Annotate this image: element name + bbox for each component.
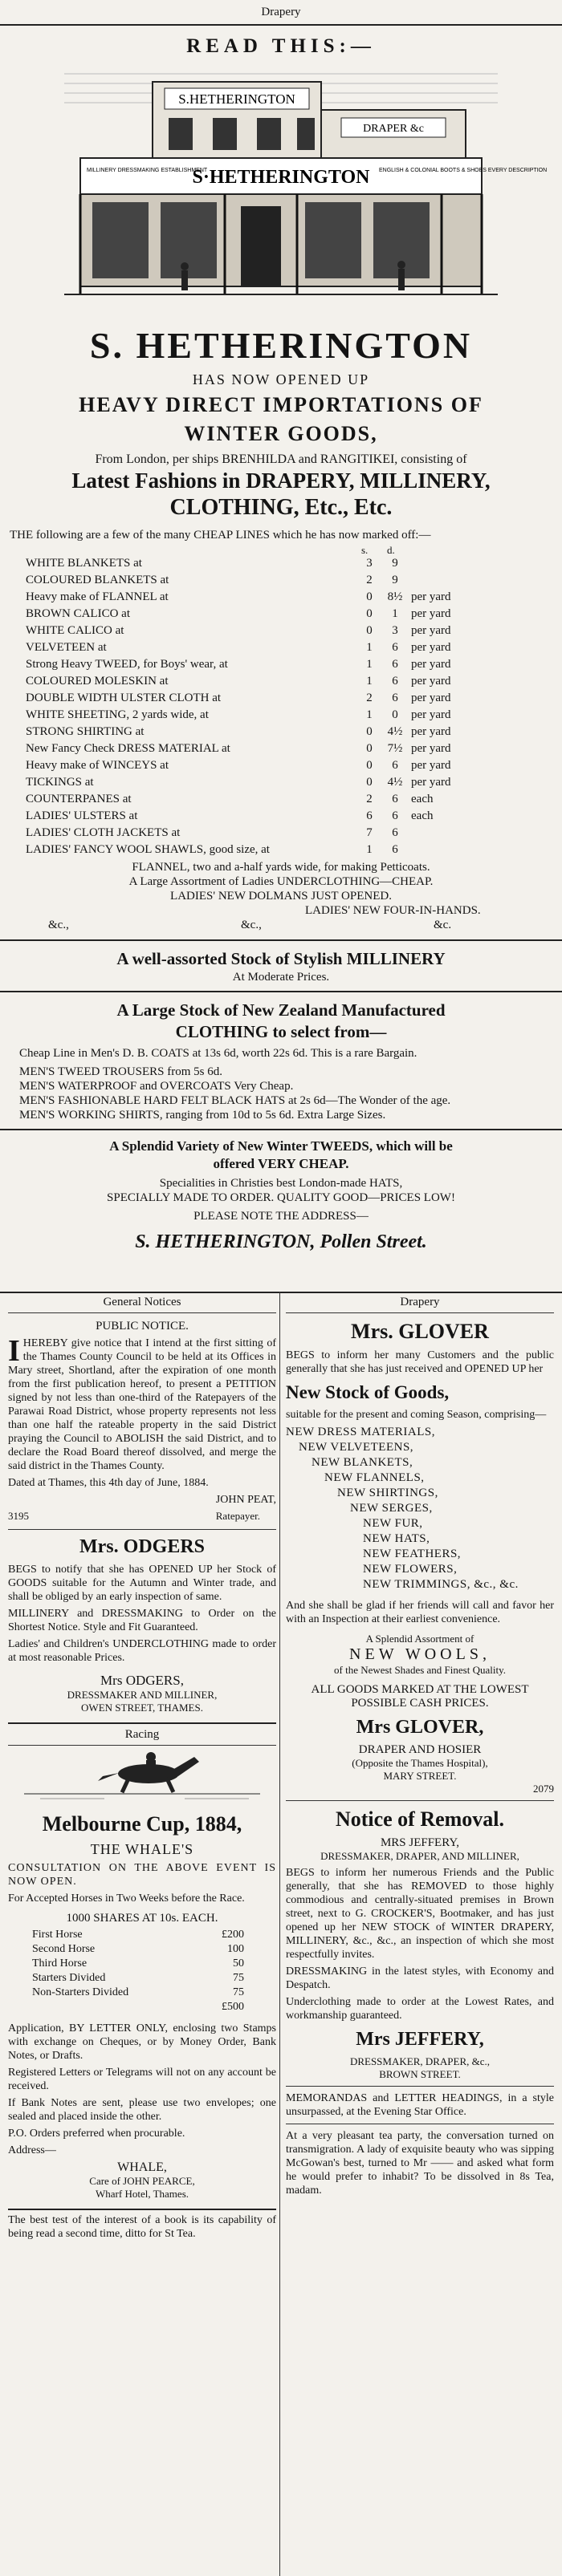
stock-item: NEW FEATHERS, bbox=[363, 1548, 462, 1560]
whale-care: Care of JOHN PEARCE, bbox=[89, 2175, 195, 2187]
price-shillings: 0 bbox=[366, 742, 373, 755]
glover-splendid: A Splendid Assortment of bbox=[365, 1633, 474, 1645]
section-drapery-right: Drapery bbox=[286, 1292, 554, 1313]
price-pence: 0 bbox=[392, 708, 398, 721]
jeffery-underclothing: Underclothing made to order at the Lowest Rates, and workmanship guaranteed. bbox=[286, 1996, 554, 2022]
price-shillings: 1 bbox=[366, 675, 373, 688]
price-row bbox=[16, 708, 562, 725]
public-notice-text: HEREBY give notice that I intend at the first sitting of the Thames County Council to be held at its Offices in Mary street, Shortland, after the expiration of one month from the first publication hereof, to present a PETITION signed by not less than one-third of the Ratepayers of the Parawai Road District, whose property represents not less than one half the rateable property in the said District praying the Council to ABOLISH the said District, and to declare the Road Board thereof dissolved, and merge the said district in the Thames County. bbox=[8, 1337, 276, 1472]
glover-number: 2079 bbox=[533, 1783, 554, 1795]
price-row bbox=[16, 742, 562, 759]
whale-title: THE WHALE'S bbox=[90, 1841, 194, 1857]
price-unit: per yard bbox=[411, 692, 451, 704]
stock-item: NEW FLOWERS, bbox=[363, 1563, 458, 1576]
hats-line: MEN'S FASHIONABLE HARD FELT BLACK HATS at 2s 6d—The Wonder of the age. bbox=[19, 1094, 451, 1107]
glover-suitable: suitable for the present and coming Season, comprising— bbox=[286, 1409, 547, 1421]
price-unit: per yard bbox=[411, 742, 451, 755]
public-notice-body bbox=[8, 1334, 276, 1473]
price-unit: per yard bbox=[411, 675, 451, 688]
price-item-name: WHITE CALICO at bbox=[26, 624, 124, 637]
price-shillings: 1 bbox=[366, 843, 373, 856]
stock-item: NEW SERGES, bbox=[350, 1502, 433, 1515]
price-pence: 1 bbox=[392, 607, 398, 620]
whale-hotel: Wharf Hotel, Thames. bbox=[96, 2188, 189, 2200]
price-row bbox=[16, 826, 562, 843]
tweeds-line-1: A Splendid Variety of New Winter TWEEDS, which will be bbox=[109, 1138, 453, 1154]
glover-wools: NEW WOOLS, bbox=[349, 1645, 491, 1663]
section-heading-drapery: Drapery bbox=[0, 0, 562, 26]
price-row bbox=[16, 692, 562, 708]
po-orders-text: P.O. Orders preferred when procurable. bbox=[8, 2128, 185, 2140]
opened-line: HAS NOW OPENED UP bbox=[192, 371, 370, 387]
odgers-body: BEGS to notify that she has OPENED UP her Stock of GOODS suitable for the Autumn and Winter trade, and shall be obliged by an early inspection of same. bbox=[8, 1564, 276, 1603]
price-shillings: 1 bbox=[366, 708, 373, 721]
dropcap-i: I bbox=[8, 1334, 20, 1368]
glover-body: BEGS to inform her many Customers and the public generally that she has just received and OPENED UP her bbox=[286, 1349, 554, 1375]
price-shillings: 7 bbox=[366, 826, 373, 839]
cheap-coats: Cheap Line in Men's D. B. COATS at 13s 6d, worth 22s 6d. This is a rare Bargain. bbox=[19, 1047, 417, 1060]
price-shillings: 1 bbox=[366, 641, 373, 654]
price-item-name: VELVETEEN at bbox=[26, 641, 107, 654]
glover-new-stock: New Stock of Goods, bbox=[286, 1382, 450, 1402]
price-shillings: 2 bbox=[366, 692, 373, 704]
flannel-line: FLANNEL, two and a-half yards wide, for making Petticoats. bbox=[132, 861, 430, 874]
price-pence: 4½ bbox=[387, 725, 403, 738]
price-row bbox=[16, 725, 562, 742]
price-shillings: 6 bbox=[366, 809, 373, 822]
price-pence: 8½ bbox=[387, 590, 403, 603]
price-shillings: 3 bbox=[366, 557, 373, 570]
best-test-text: The best test of the interest of a book is its capability of being read a second time, ditto for St Tea. bbox=[8, 2214, 276, 2240]
jeffery-sig-trade: DRESSMAKER, DRAPER, &c., bbox=[349, 2055, 491, 2067]
cheap-lines-intro: THE following are a few of the many CHEAP LINES which he has now marked off:— bbox=[10, 529, 431, 542]
price-item-name: Heavy make of FLANNEL at bbox=[26, 590, 169, 603]
whale-name: WHALE, bbox=[117, 2160, 167, 2174]
price-pence: 6 bbox=[392, 793, 398, 805]
price-list bbox=[16, 557, 562, 860]
stock-item: NEW FUR, bbox=[363, 1517, 423, 1530]
price-pence: 3 bbox=[392, 624, 398, 637]
price-item-name: Heavy make of WINCEYS at bbox=[26, 759, 169, 772]
price-item-name: COLOURED BLANKETS at bbox=[26, 574, 169, 586]
clothing-etc: CLOTHING, Etc., Etc. bbox=[169, 495, 393, 520]
odgers-signature: Mrs ODGERS, bbox=[100, 1673, 184, 1688]
price-shillings: 0 bbox=[366, 725, 373, 738]
price-item-name: LADIES' FANCY WOOL SHAWLS, good size, at bbox=[26, 843, 270, 856]
price-row bbox=[16, 624, 562, 641]
price-unit: each bbox=[411, 809, 434, 822]
address-note: PLEASE NOTE THE ADDRESS— bbox=[193, 1210, 369, 1223]
etc-3: &c. bbox=[434, 919, 452, 931]
price-pence: 6 bbox=[392, 809, 398, 822]
registered-text: Registered Letters or Telegrams will not on any account be received. bbox=[8, 2067, 276, 2092]
glover-items bbox=[286, 1425, 554, 1592]
share-value: £200 bbox=[222, 1929, 244, 1941]
specialities-1: Specialities in Christies best London-made HATS, bbox=[159, 1177, 403, 1190]
racehorse-illustration bbox=[8, 1746, 276, 1802]
latest-fashions: Latest Fashions in DRAPERY, MILLINERY, bbox=[71, 469, 491, 493]
millinery-headline: A well-assorted Stock of Stylish MILLINERY bbox=[116, 949, 446, 968]
share-label: Starters Divided bbox=[32, 1972, 106, 1984]
trousers-line: MEN'S TWEED TROUSERS from 5s 6d. bbox=[19, 1065, 222, 1078]
glover-call: And she shall be glad if her friends will call and favor her with an Inspection at their earliest convenience. bbox=[286, 1600, 554, 1625]
price-row bbox=[16, 675, 562, 692]
etc-2: &c., bbox=[241, 919, 262, 931]
share-value: 75 bbox=[233, 1972, 244, 1984]
shop-front-illustration bbox=[64, 66, 548, 306]
stock-item: NEW FLANNELS, bbox=[324, 1471, 425, 1484]
price-unit: per yard bbox=[411, 624, 451, 637]
sign-top: S.HETHERINGTON bbox=[178, 91, 295, 107]
share-row bbox=[8, 1986, 276, 2001]
jeffery-name: MRS JEFFERY, bbox=[380, 1836, 460, 1849]
waterproof-line: MEN'S WATERPROOF and OVERCOATS Very Cheap. bbox=[19, 1080, 294, 1093]
price-item-name: LADIES' ULSTERS at bbox=[26, 809, 138, 822]
price-pence: 6 bbox=[392, 759, 398, 772]
price-item-name: DOUBLE WIDTH ULSTER CLOTH at bbox=[26, 692, 222, 704]
price-unit: per yard bbox=[411, 607, 451, 620]
price-item-name: COUNTERPANES at bbox=[26, 793, 132, 805]
public-notice-title: PUBLIC NOTICE. bbox=[96, 1320, 189, 1333]
dolmans-line: LADIES' NEW DOLMANS JUST OPENED. bbox=[170, 890, 392, 903]
glover-marked: ALL GOODS MARKED AT THE LOWEST POSSIBLE CASH PRICES. bbox=[311, 1683, 529, 1710]
share-label: First Horse bbox=[32, 1929, 83, 1941]
price-unit: each bbox=[411, 793, 434, 805]
shares-total: £500 bbox=[222, 2001, 244, 2013]
share-row bbox=[8, 1972, 276, 1986]
section-general-notices: General Notices bbox=[8, 1292, 276, 1313]
public-notice-signature: JOHN PEAT, bbox=[215, 1494, 276, 1506]
stock-item: NEW SHIRTINGS, bbox=[337, 1487, 438, 1499]
nz-clothing-2: CLOTHING to select from— bbox=[175, 1022, 387, 1041]
memoranda-text: MEMORANDAS and LETTER HEADINGS, in a style unsurpassed, at the Evening Star Office. bbox=[286, 2092, 554, 2118]
etc-line bbox=[0, 919, 562, 933]
shares-table bbox=[8, 1929, 276, 2001]
banknotes-text: If Bank Notes are sent, please use two envelopes; one sealed and placed inside the other. bbox=[8, 2097, 276, 2123]
stock-item: NEW VELVETEENS, bbox=[299, 1441, 414, 1454]
read-this-headline: READ THIS:— bbox=[186, 35, 376, 57]
specialities-2: SPECIALLY MADE TO ORDER. QUALITY GOOD—PRICES LOW! bbox=[107, 1191, 455, 1204]
price-row bbox=[16, 759, 562, 776]
right-column bbox=[286, 1292, 554, 2576]
price-row bbox=[16, 809, 562, 826]
shares-total-row bbox=[8, 2001, 276, 2015]
heavy-importations: HEAVY DIRECT IMPORTATIONS OF bbox=[79, 393, 483, 416]
sign-right: ENGLISH & COLONIAL BOOTS & SHOES EVERY DESCRIPTION bbox=[379, 168, 548, 173]
price-item-name: Strong Heavy TWEED, for Boys' wear, at bbox=[26, 658, 228, 671]
price-unit: per yard bbox=[411, 725, 451, 738]
shop-address: S. HETHERINGTON, Pollen Street. bbox=[135, 1231, 427, 1252]
left-column bbox=[8, 1292, 276, 2576]
price-item-name: STRONG SHIRTING at bbox=[26, 725, 145, 738]
advertiser-name: S. HETHERINGTON bbox=[89, 325, 473, 366]
from-london-line: From London, per ships BRENHILDA and RANGITIKEI, consisting of bbox=[95, 452, 467, 466]
price-pence: 9 bbox=[392, 574, 398, 586]
four-in-hands-line: LADIES' NEW FOUR-IN-HANDS. bbox=[305, 904, 481, 917]
etc-1: &c., bbox=[48, 919, 69, 931]
pence-header: d. bbox=[387, 544, 395, 556]
public-notice-number: 3195 bbox=[8, 1510, 29, 1522]
accepted-horses: For Accepted Horses in Two Weeks before the Race. bbox=[8, 1892, 245, 1905]
jeffery-dressmaking: DRESSMAKING in the latest styles, with Economy and Despatch. bbox=[286, 1965, 554, 1991]
jeffery-signature: Mrs JEFFERY, bbox=[356, 2029, 484, 2050]
price-unit: per yard bbox=[411, 776, 451, 789]
price-unit: per yard bbox=[411, 658, 451, 671]
underclothing-line: A Large Assortment of Ladies UNDERCLOTHING—CHEAP. bbox=[128, 875, 434, 888]
price-item-name: WHITE SHEETING, 2 yards wide, at bbox=[26, 708, 209, 721]
price-item-name: LADIES' CLOTH JACKETS at bbox=[26, 826, 181, 839]
public-notice-role: Ratepayer. bbox=[215, 1510, 260, 1522]
shillings-header: s. bbox=[361, 544, 369, 556]
price-unit: per yard bbox=[411, 708, 451, 721]
share-value: 100 bbox=[227, 1943, 244, 1955]
moderate-prices: At Moderate Prices. bbox=[232, 971, 330, 984]
section-racing: Racing bbox=[8, 1724, 276, 1746]
notices-columns bbox=[0, 1292, 562, 2576]
glover-street: MARY STREET. bbox=[383, 1770, 457, 1782]
public-notice-dated: Dated at Thames, this 4th day of June, 1884. bbox=[8, 1477, 209, 1489]
price-pence: 7½ bbox=[387, 742, 403, 755]
shares-title: 1000 SHARES AT 10s. EACH. bbox=[66, 1912, 218, 1925]
share-row bbox=[8, 1929, 276, 1943]
share-row bbox=[8, 1943, 276, 1957]
odgers-millinery: MILLINERY and DRESSMAKING to Order on the Shortest Notice. Style and Fit Guaranteed. bbox=[8, 1608, 276, 1633]
price-shillings: 1 bbox=[366, 658, 373, 671]
price-shillings: 0 bbox=[366, 624, 373, 637]
price-shillings: 2 bbox=[366, 793, 373, 805]
price-pence: 6 bbox=[392, 692, 398, 704]
price-pence: 6 bbox=[392, 826, 398, 839]
stock-item: NEW TRIMMINGS, &c., &c. bbox=[363, 1578, 519, 1591]
shirts-line: MEN'S WORKING SHIRTS, ranging from 10d to 5s 6d. Extra Large Sizes. bbox=[19, 1109, 386, 1122]
price-pence: 6 bbox=[392, 641, 398, 654]
price-row bbox=[16, 590, 562, 607]
price-row bbox=[16, 843, 562, 860]
removal-title: Notice of Removal. bbox=[335, 1807, 505, 1831]
price-row bbox=[16, 574, 562, 590]
glover-title: Mrs. GLOVER bbox=[351, 1320, 489, 1343]
share-label: Second Horse bbox=[32, 1943, 96, 1955]
stock-item: NEW HATS, bbox=[363, 1532, 430, 1545]
glover-signature: Mrs GLOVER, bbox=[356, 1717, 484, 1738]
price-shillings: 2 bbox=[366, 574, 373, 586]
price-shillings: 0 bbox=[366, 776, 373, 789]
share-label: Third Horse bbox=[32, 1957, 88, 1970]
odgers-underclothing: Ladies' and Children's UNDERCLOTHING made to order at most reasonable Prices. bbox=[8, 1638, 276, 1664]
price-row bbox=[16, 776, 562, 793]
glover-trade: DRAPER AND HOSIER bbox=[358, 1743, 482, 1756]
odgers-street: OWEN STREET, THAMES. bbox=[81, 1702, 203, 1714]
stock-item: NEW BLANKETS, bbox=[312, 1456, 413, 1469]
price-item-name: COLOURED MOLESKIN at bbox=[26, 675, 169, 688]
price-row bbox=[16, 641, 562, 658]
odgers-title: Mrs. ODGERS bbox=[79, 1536, 205, 1557]
jeffery-street: BROWN STREET. bbox=[379, 2068, 461, 2080]
price-pence: 6 bbox=[392, 658, 398, 671]
share-value: 75 bbox=[233, 1986, 244, 1998]
glover-shades: of the Newest Shades and Finest Quality. bbox=[334, 1664, 506, 1676]
odgers-trade: DRESSMAKER AND MILLINER, bbox=[67, 1689, 218, 1701]
price-item-name: New Fancy Check DRESS MATERIAL at bbox=[26, 742, 230, 755]
price-pence: 4½ bbox=[387, 776, 403, 789]
melbourne-cup-title: Melbourne Cup, 1884, bbox=[42, 1812, 242, 1836]
price-row bbox=[16, 607, 562, 624]
column-divider bbox=[279, 1292, 280, 2576]
address-label: Address— bbox=[8, 2144, 56, 2156]
sign-side: DRAPER &c bbox=[363, 123, 424, 135]
sign-left: MILLINERY DRESSMAKING ESTABLISHMENT bbox=[87, 168, 208, 173]
price-row bbox=[16, 658, 562, 675]
jeffery-body: BEGS to inform her numerous Friends and the Public generally, that she has REMOVED to those highly commodious and centrally-situated premises in Brown street, next to G. CROCKER'S, Bootmaker, and has just opened up her NEW STOCK of WINTER DRAPERY, MILLINERY, &c., &c., an inspection of which she most respectfully invites. bbox=[286, 1867, 554, 1961]
price-shillings: 0 bbox=[366, 590, 373, 603]
price-pence: 6 bbox=[392, 843, 398, 856]
price-pence: 6 bbox=[392, 675, 398, 688]
application-text: Application, BY LETTER ONLY, enclosing two Stamps with exchange on Cheques, or by Money Order, Bank Notes, or Drafts. bbox=[8, 2022, 276, 2062]
price-item-name: BROWN CALICO at bbox=[26, 607, 130, 620]
price-item-name: TICKINGS at bbox=[26, 776, 94, 789]
share-row bbox=[8, 1957, 276, 1972]
price-unit: per yard bbox=[411, 759, 451, 772]
public-notice-footer bbox=[8, 1510, 276, 1523]
price-row bbox=[16, 793, 562, 809]
share-label: Non-Starters Divided bbox=[32, 1986, 129, 1998]
price-unit: per yard bbox=[411, 590, 451, 603]
price-column-headers bbox=[0, 544, 562, 557]
share-value: 50 bbox=[233, 1957, 244, 1970]
tweeds-line-2: offered VERY CHEAP. bbox=[213, 1156, 349, 1171]
nz-clothing-1: A Large Stock of New Zealand Manufactured bbox=[116, 1000, 446, 1020]
jeffery-trade: DRESSMAKER, DRAPER, AND MILLINER, bbox=[320, 1850, 519, 1862]
glover-opposite: (Opposite the Thames Hospital), bbox=[352, 1757, 488, 1769]
price-pence: 9 bbox=[392, 557, 398, 570]
sign-main: S·HETHERINGTON bbox=[192, 167, 370, 188]
tea-party-text: At a very pleasant tea party, the conversation turned on transmigration. A lady of exquisite beauty who was sipping McGowan's best, turned to Mr —— and asked what form he would prefer to inhabit? To be dissolved in 8s Tea, madam. bbox=[286, 2130, 554, 2197]
winter-goods: WINTER GOODS, bbox=[184, 422, 378, 445]
price-shillings: 0 bbox=[366, 607, 373, 620]
price-row bbox=[16, 557, 562, 574]
consultation-open: CONSULTATION ON THE ABOVE EVENT IS NOW OPEN. bbox=[8, 1862, 276, 1888]
price-item-name: WHITE BLANKETS at bbox=[26, 557, 142, 570]
price-unit: per yard bbox=[411, 641, 451, 654]
price-shillings: 0 bbox=[366, 759, 373, 772]
stock-item: NEW DRESS MATERIALS, bbox=[286, 1426, 435, 1438]
